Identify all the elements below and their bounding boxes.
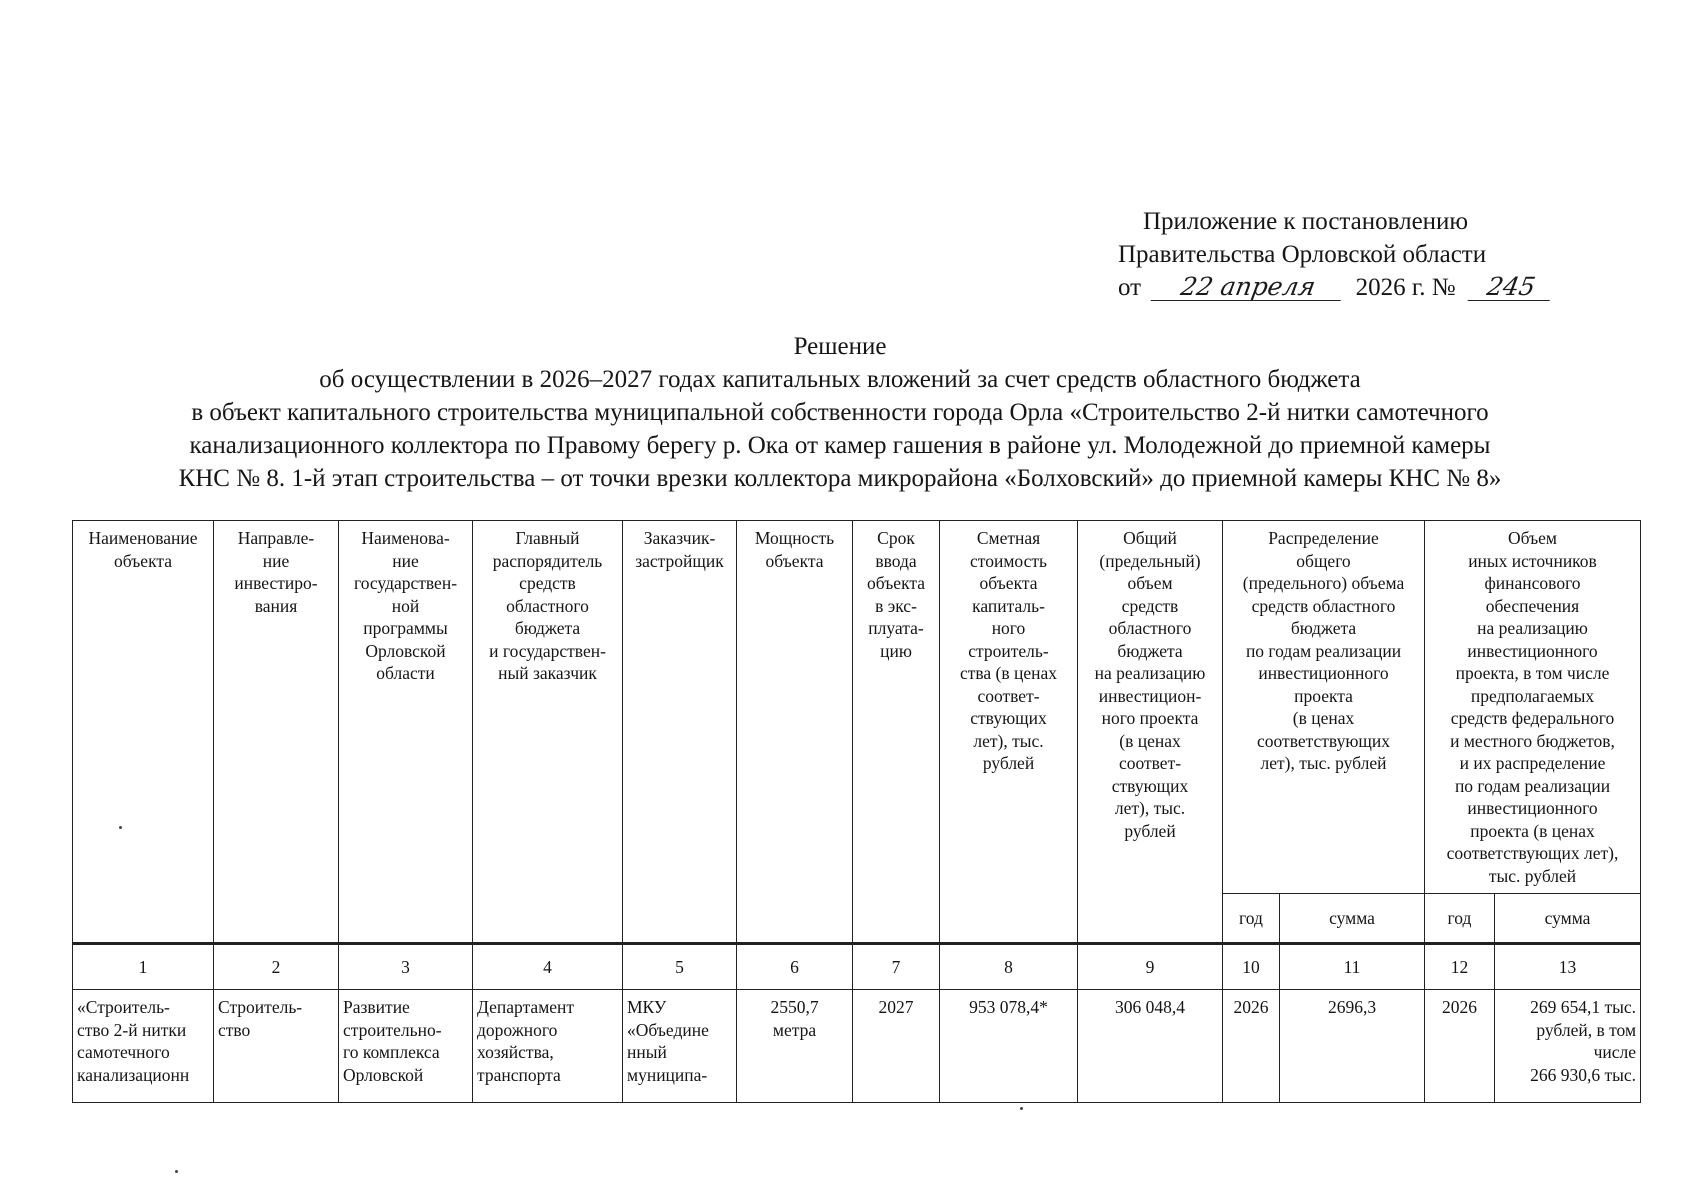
cell-commissioning-date: 2027: [853, 990, 940, 1103]
column-number: 6: [737, 944, 853, 990]
cell-state-program: Развитие строительно- го комплекса Орловской: [339, 990, 473, 1103]
column-number: 9: [1078, 944, 1223, 990]
subheader-year-b: год: [1425, 894, 1495, 944]
cell-object-name: «Строитель- ство 2-й нитки самотечного канализационн: [73, 990, 214, 1103]
cell-investment-direction: Строитель- ство: [214, 990, 339, 1103]
header-state-program: Наименова- ние государствен- ной программы Орловской области: [339, 521, 473, 944]
appendix-year: 2026 г. №: [1355, 274, 1456, 301]
header-total-budget: Общий (предельный) объем средств областного бюджета на реализацию инвестицион- ного проекта (в ценах соответ- ствующих лет), тыс. рублей: [1078, 521, 1223, 944]
column-number: 13: [1495, 944, 1641, 990]
table-row: [73, 990, 1641, 1103]
column-number: 8: [940, 944, 1078, 990]
column-number: 3: [339, 944, 473, 990]
subheader-sum-b: сумма: [1495, 894, 1641, 944]
header-capacity: Мощность объекта: [737, 521, 853, 944]
cell-customer-developer: МКУ «Объедине нный муниципа-: [623, 990, 737, 1103]
handwritten-date: 22 апреля: [1151, 274, 1346, 301]
appendix-line-2: Правительства Орловской области: [1118, 241, 1487, 268]
column-number: 10: [1223, 944, 1280, 990]
scan-speck: [119, 826, 122, 829]
appendix-line-3: [1118, 271, 1538, 304]
header-object-name: Наименование объекта: [73, 521, 214, 944]
column-number: 5: [623, 944, 737, 990]
scan-speck: [175, 1170, 178, 1173]
column-number: 11: [1280, 944, 1425, 990]
title-line-5: КНС № 8. 1-й этап строительства – от точки врезки коллектора микрорайона «Болховский» до приемной камеры КНС № 8»: [178, 465, 1502, 492]
title-line-3: в объект капитального строительства муниципальной собственности города Орла «Строительство 2-й нитки самотечного: [191, 399, 1489, 426]
column-number: 2: [214, 944, 339, 990]
title-line-1: Решение: [793, 333, 887, 360]
header-estimated-cost: Сметная стоимость объекта капиталь- ного строитель- ства (в ценах соответ- ствующих лет), тыс. рублей: [940, 521, 1078, 944]
header-other-sources: Объем иных источников финансового обеспечения на реализацию инвестиционного проекта, в том числе предполагаемых средств федерального и местного бюджетов, и их распределение по годам реализации инвестиционного проекта (в ценах соответствующих лет), тыс. рублей: [1425, 521, 1641, 894]
title-line-4: канализационного коллектора по Правому берегу р. Ока от камер гашения в районе ул. Молодежной до приемной камеры: [189, 432, 1491, 459]
appendix-line-1: Приложение к постановлению: [1143, 208, 1469, 235]
title-line-2: об осуществлении в 2026–2027 годах капитальных вложений за счет средств областного бюджета: [319, 366, 1361, 393]
cell-sum-b: 269 654,1 тыс. рублей, в том числе 266 930,6 тыс.: [1495, 990, 1641, 1103]
column-number: 1: [73, 944, 214, 990]
handwritten-number: 245: [1468, 274, 1555, 301]
cell-year-a: 2026: [1223, 990, 1280, 1103]
column-number: 4: [473, 944, 623, 990]
appendix-prefix: от: [1118, 274, 1142, 301]
cell-sum-a: 2696,3: [1280, 990, 1425, 1103]
header-investment-direction: Направле- ние инвестиро- вания: [214, 521, 339, 944]
scan-speck: [1020, 1107, 1023, 1110]
appendix-block: [1118, 205, 1538, 304]
document-title: [70, 330, 1610, 495]
cell-year-b: 2026: [1425, 990, 1495, 1103]
column-number: 12: [1425, 944, 1495, 990]
subheader-sum-a: сумма: [1280, 894, 1425, 944]
cell-total-budget: 306 048,4: [1078, 990, 1223, 1103]
header-distribution: Распределение общего (предельного) объема средств областного бюджета по годам реализации инвестиционного проекта (в ценах соответствующих лет), тыс. рублей: [1223, 521, 1425, 894]
column-number: 7: [853, 944, 940, 990]
investment-table: [72, 520, 1641, 1103]
subheader-year-a: год: [1223, 894, 1280, 944]
column-number-row: [73, 944, 1641, 990]
header-commissioning-date: Срок ввода объекта в экс- плуата- цию: [853, 521, 940, 944]
header-chief-manager: Главный распорядитель средств областного бюджета и государствен- ный заказчик: [473, 521, 623, 944]
cell-capacity: 2550,7 метра: [737, 990, 853, 1103]
table-header-row: [73, 521, 1641, 894]
header-customer-developer: Заказчик- застройщик: [623, 521, 737, 944]
cell-chief-manager: Департамент дорожного хозяйства, транспорта: [473, 990, 623, 1103]
cell-estimated-cost: 953 078,4*: [940, 990, 1078, 1103]
